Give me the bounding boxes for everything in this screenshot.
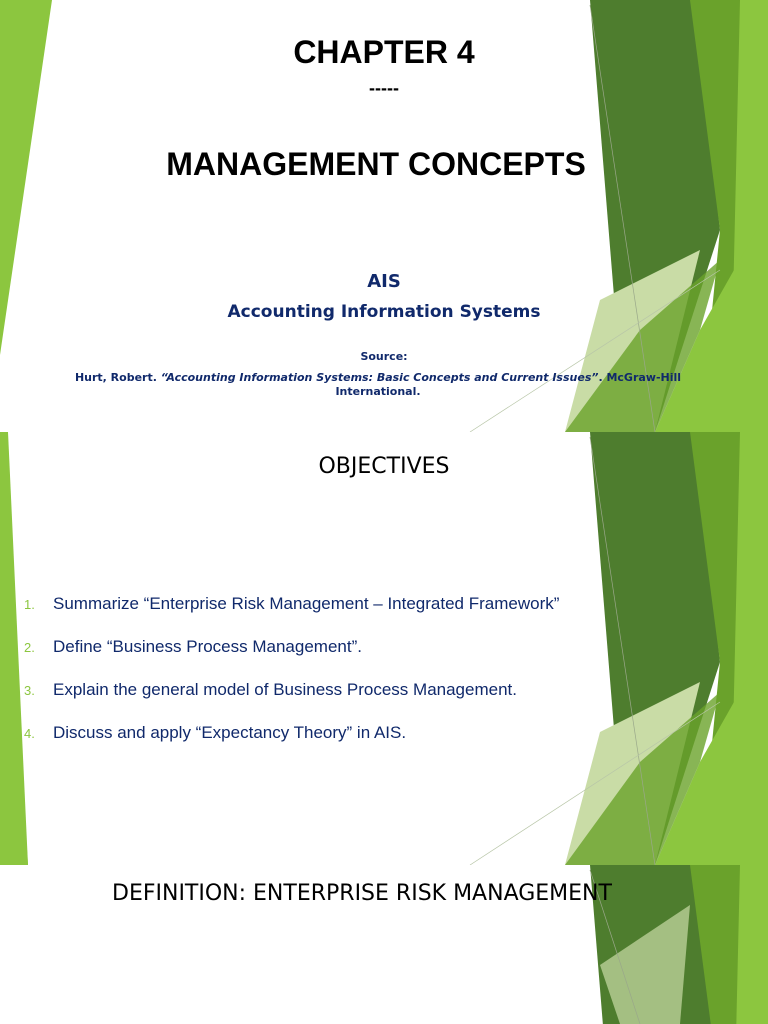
objective-text: Explain the general model of Business Process Management. <box>53 680 517 699</box>
chapter-title: CHAPTER 4 <box>293 34 475 70</box>
main-title: MANAGEMENT CONCEPTS <box>166 146 586 182</box>
objective-text: Summarize “Enterprise Risk Management – Integrated Framework” <box>53 594 560 613</box>
objective-text: Discuss and apply “Expectancy Theory” in AIS. <box>53 723 407 742</box>
objective-number: 3. <box>24 683 35 698</box>
subtitle-abbreviation: AIS <box>367 271 401 292</box>
objective-number: 4. <box>24 726 35 741</box>
objective-item <box>24 594 559 637</box>
slide-objectives <box>0 432 768 865</box>
objective-number: 1. <box>24 597 35 612</box>
objective-number: 2. <box>24 640 35 655</box>
citation-author: Hurt, Robert. <box>74 371 161 384</box>
objectives-title: OBJECTIVES <box>318 454 450 479</box>
citation <box>48 371 708 399</box>
citation-publisher: . McGraw-Hill International. <box>335 371 682 398</box>
slide-title <box>0 0 768 432</box>
citation-work: “Accounting Information Systems: Basic Concepts and Current Issues” <box>160 371 599 384</box>
objective-item <box>24 637 559 680</box>
objective-text: Define “Business Process Management”. <box>53 637 362 656</box>
source-label: Source: <box>360 350 408 363</box>
objectives-list <box>24 594 559 766</box>
definition-title: DEFINITION: ENTERPRISE RISK MANAGEMENT <box>112 881 612 906</box>
title-separator: ----- <box>369 78 399 98</box>
objective-item <box>24 680 559 723</box>
subtitle-full: Accounting Information Systems <box>227 302 541 322</box>
objective-item <box>24 723 559 766</box>
slide-definition <box>0 865 768 1024</box>
